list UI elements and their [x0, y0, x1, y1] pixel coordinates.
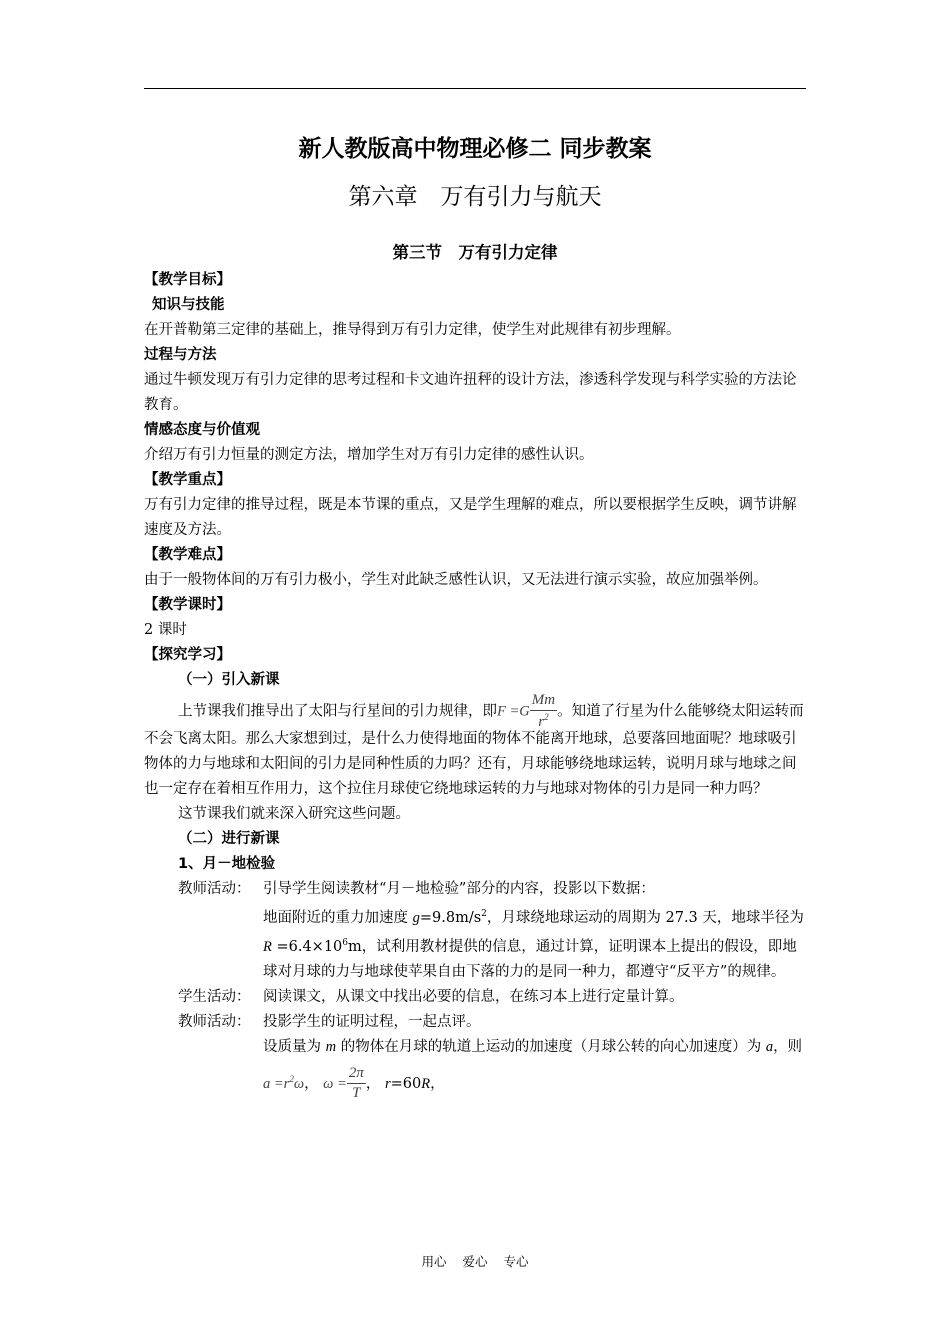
teacher-label-2: 教师活动： — [178, 1013, 251, 1030]
eq-acceleration: a =r — [263, 1075, 290, 1092]
knowledge-heading: 知识与技能 — [152, 297, 225, 313]
page-footer: 用心 爱心 专心 — [421, 1254, 529, 1269]
teacher-text-1: 引导学生阅读教材“月－地检验”部分的内容，投影以下数据： — [263, 881, 655, 897]
proof-part-3: ，则 — [773, 1038, 803, 1055]
gravity-fraction — [530, 693, 557, 730]
intro-end: 这节课我们就来深入研究这些问题。 — [178, 806, 410, 822]
proof-paragraph — [144, 1035, 806, 1101]
eq-acceleration-omega: ω — [293, 1075, 305, 1092]
proof-a: a — [765, 1038, 774, 1055]
teacher-activity-2 — [144, 1010, 806, 1035]
emotion-heading: 情感态度与价值观 — [144, 422, 260, 438]
eq-sep-1: ， — [304, 1075, 319, 1092]
intro-paragraph — [144, 693, 806, 802]
student-activity — [144, 985, 806, 1010]
data-g: g — [412, 909, 420, 926]
data-r: R — [263, 938, 272, 955]
omega-numerator: 2π — [347, 1066, 366, 1084]
proof-part-1: 设质量为 — [263, 1038, 326, 1055]
data-part-1: 地面附近的重力加速度 — [263, 909, 413, 926]
key-points-heading: 【教学重点】 — [144, 472, 231, 488]
document-body — [144, 120, 806, 1101]
moon-earth-heading: 1、月－地检验 — [178, 856, 276, 872]
eq-r-mid: =60 — [390, 1075, 422, 1092]
data-exp-6: 6 — [342, 937, 349, 948]
teacher-text-2: 投影学生的证明过程，一起点评。 — [263, 1013, 481, 1030]
eq-omega-lhs: ω = — [323, 1075, 347, 1092]
part1-heading: （一）引入新课 — [178, 672, 280, 688]
given-data-paragraph — [144, 902, 806, 985]
goals-heading: 【教学目标】 — [144, 272, 231, 288]
inquiry-heading: 【探究学习】 — [144, 647, 231, 663]
formula-denominator: r — [538, 714, 545, 730]
teacher-activity-1 — [144, 877, 806, 902]
process-text: 通过牛顿发现万有引力定律的思考过程和卡文迪许扭秤的设计方法，渗透科学发现与科学实验的方法论教育。 — [144, 372, 797, 413]
formula-lhs: F =G — [497, 703, 530, 720]
eq-r: r — [384, 1075, 391, 1092]
data-part-4: =6.4×10 — [271, 938, 343, 955]
process-heading: 过程与方法 — [144, 347, 217, 363]
intro-before: 上节课我们推导出了太阳与行星间的引力规律，即 — [178, 703, 497, 720]
knowledge-text: 在开普勒第三定律的基础上，推导得到万有引力定律，使学生对此规律有初步理解。 — [144, 322, 681, 338]
eq-sep-2: ， — [365, 1075, 381, 1092]
data-part-2: =9.8m/s — [419, 909, 482, 926]
hours-heading: 【教学课时】 — [144, 597, 231, 613]
hours-text: 2 课时 — [144, 622, 187, 638]
section-title: 第三节 万有引力定律 — [392, 243, 558, 262]
part2-heading: （二）进行新课 — [178, 831, 280, 847]
eq-sep-3: ， — [430, 1075, 445, 1092]
key-points-text: 万有引力定律的推导过程，既是本节课的重点，又是学生理解的难点，所以要根据学生反映，调节讲解速度及方法。 — [144, 497, 797, 538]
teacher-label: 教师活动： — [178, 881, 251, 897]
difficulties-text: 由于一般物体间的万有引力极小，学生对此缺乏感性认识，又无法进行演示实验，故应加强举例。 — [144, 572, 768, 588]
proof-m: m — [325, 1038, 337, 1055]
data-square: 2 — [481, 909, 487, 919]
eq-r-big: R — [421, 1075, 431, 1092]
omega-fraction — [347, 1066, 366, 1101]
intro-after: 。知道了行星为什么能够绕太阳运转而不会飞离太阳。那么大家想到过，是什么力使得地面的物体不能离开地球，总要落回地面呢？地球吸引物体的力与地球和太阳间的引力是同种性质的力吗？还有，月球能够绕地球运转，说明月球与地球之间也一定存在着相互作用力，这个拉住月球使它绕地球运转的力与地球对物体的引力是同一种力吗？ — [144, 703, 804, 797]
proof-part-2: 的物体在月球的轨道上运动的加速度（月球公转的向心加速度）为 — [336, 1038, 766, 1055]
eq-acceleration-exp: 2 — [289, 1073, 294, 1084]
difficulties-heading: 【教学难点】 — [144, 547, 231, 563]
student-text: 阅读课文，从课文中找出必要的信息，在练习本上进行定量计算。 — [263, 988, 684, 1005]
chapter-title: 第六章 万有引力与航天 — [348, 184, 602, 210]
student-label: 学生活动： — [178, 988, 251, 1005]
header-rule — [144, 88, 806, 89]
formula-numerator: Mm — [530, 693, 557, 711]
data-part-3: ，月球绕地球运动的周期为 27.3 天，地球半径为 — [486, 909, 804, 926]
document-title: 新人教版高中物理必修二 同步教案 — [298, 136, 652, 162]
omega-denominator: T — [352, 1084, 361, 1101]
emotion-text: 介绍万有引力恒量的测定方法，增加学生对万有引力定律的感性认识。 — [144, 447, 594, 463]
formula-denominator-exp: 2 — [544, 712, 549, 722]
data-part-5: m，试利用教材提供的信息，通过计算，证明课本上提出的假设，即地球对月球的力与地球使苹果自由下落的力的是同一种力，都遵守“反平方”的规律。 — [263, 938, 797, 980]
